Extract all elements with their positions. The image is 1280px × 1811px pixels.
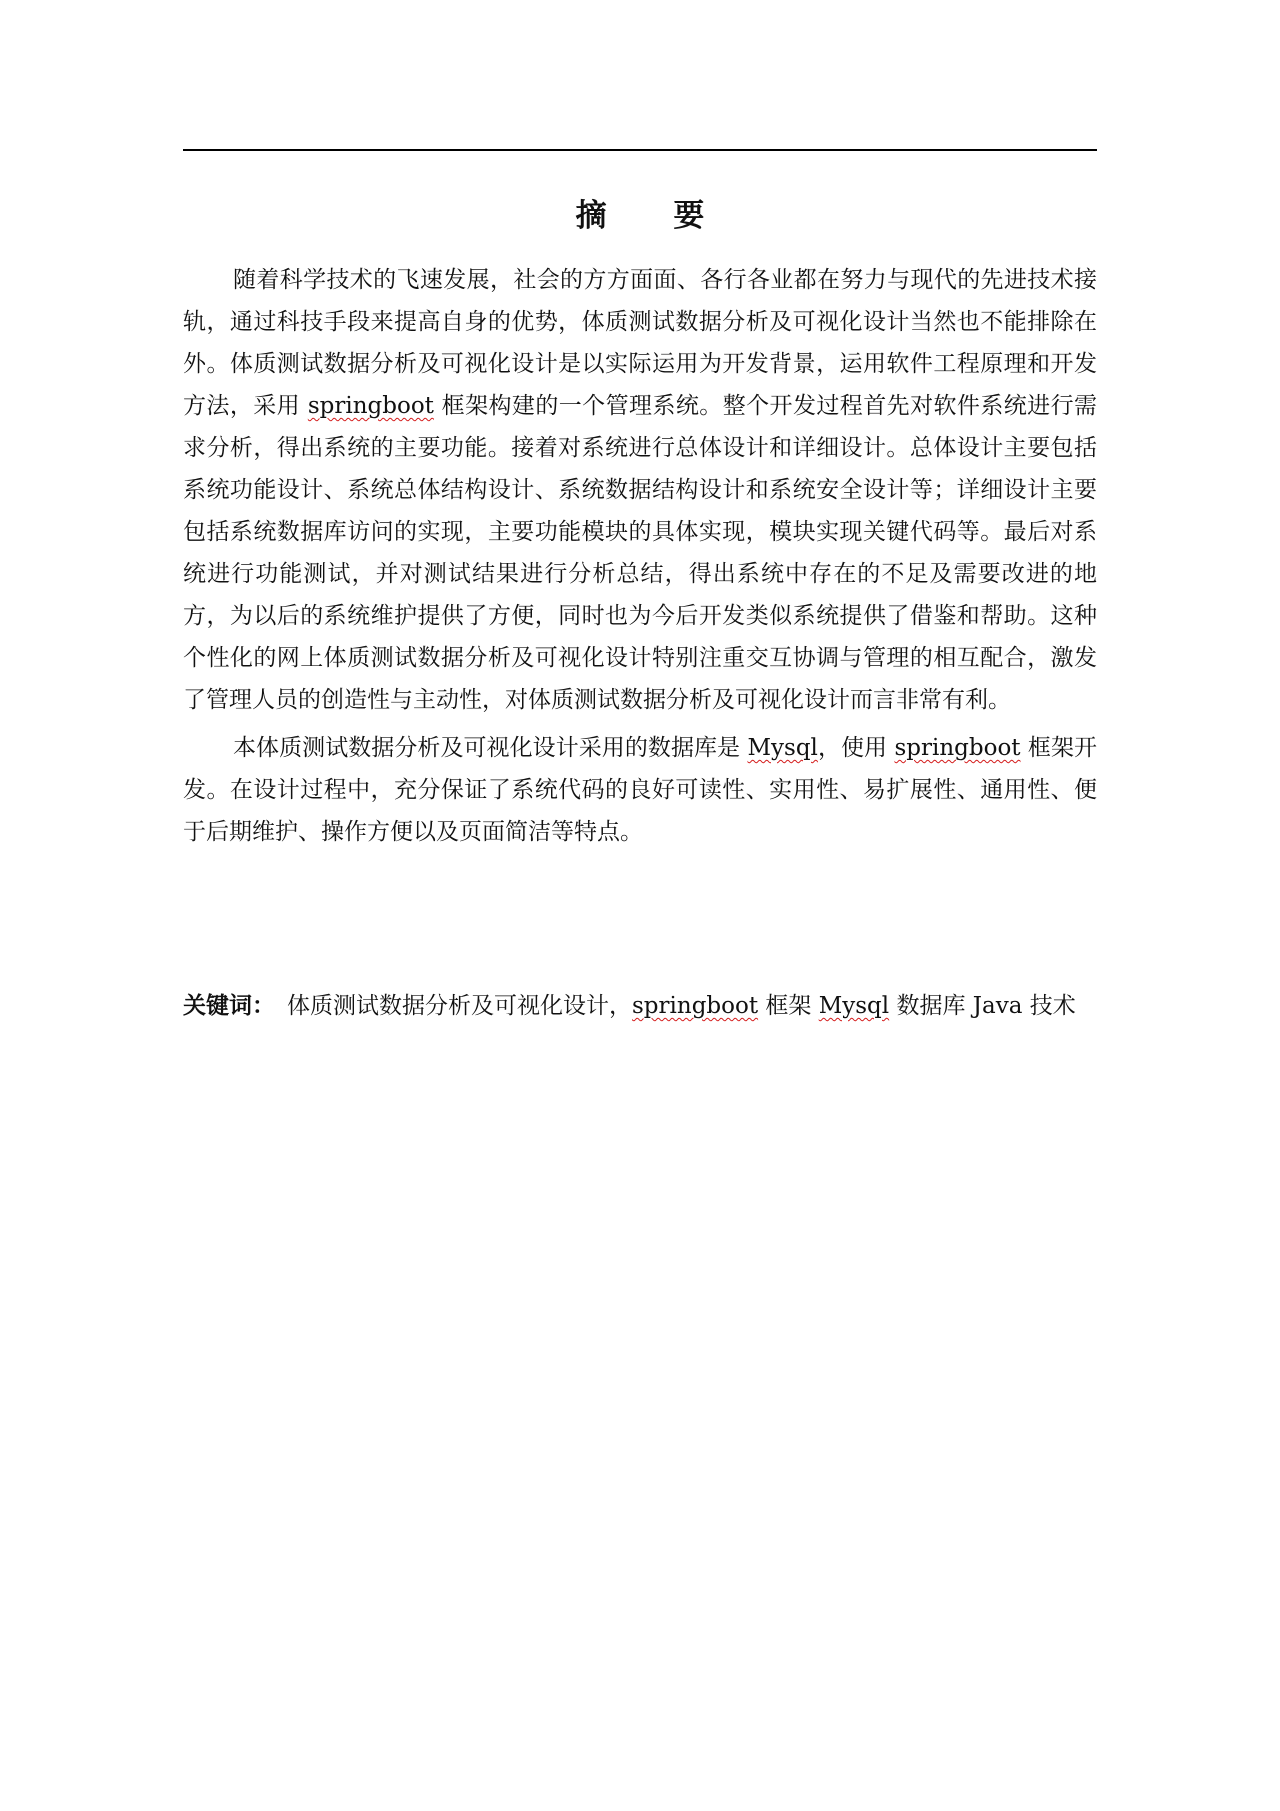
paragraph-text: ，使用	[817, 735, 895, 761]
paragraph-text: 本体质测试数据分析及可视化设计采用的数据库是	[233, 735, 748, 761]
spellcheck-flagged-word: springboot	[632, 993, 759, 1019]
abstract-paragraph	[183, 259, 1097, 721]
paragraph-text: 随着科学技术的飞速发展，社会的方方面面、各行各业都在努力与现代的先进技术接轨，通过科技手段来提高自身的优势，体质测试数据分析及可视化设计当然也不能排除在外。体质测试数据分析及可视化设计是以实际运用为开发背景，运用软件工程原理和开发方法，采用	[183, 267, 1097, 419]
spellcheck-flagged-word: springboot	[307, 393, 434, 419]
header-rule	[183, 149, 1097, 151]
keywords-text: 数据库 Java 技术	[889, 993, 1076, 1019]
abstract-paragraph	[183, 727, 1097, 853]
abstract-title: 摘 要	[575, 198, 733, 234]
paragraph-text: 框架构建的一个管理系统。整个开发过程首先对软件系统进行需求分析，得出系统的主要功能。接着对系统进行总体设计和详细设计。总体设计主要包括系统功能设计、系统总体结构设计、系统数据结构设计和系统安全设计等；详细设计主要包括系统数据库访问的实现，主要功能模块的具体实现，模块实现关键代码等。最后对系统进行功能测试，并对测试结果进行分析总结，得出系统中存在的不足及需要改进的地方，为以后的系统维护提供了方便，同时也为今后开发类似系统提供了借鉴和帮助。这种个性化的网上体质测试数据分析及可视化设计特别注重交互协调与管理的相互配合，激发了管理人员的创造性与主动性，对体质测试数据分析及可视化设计而言非常有利。	[183, 393, 1098, 713]
keywords-list	[287, 985, 1097, 1027]
paragraph-text: 框架开发。在设计过程中，充分保证了系统代码的良好可读性、实用性、易扩展性、通用性、便于后期维护、操作方便以及页面简洁等特点。	[183, 735, 1098, 845]
keywords-text: 框架	[758, 993, 819, 1019]
spellcheck-flagged-word: Mysql	[747, 735, 818, 761]
spellcheck-flagged-word: Mysql	[818, 993, 890, 1019]
keywords-label: 关键词：	[183, 993, 275, 1019]
keywords-text: 体质测试数据分析及可视化设计，	[287, 993, 632, 1019]
spellcheck-flagged-word: springboot	[894, 735, 1021, 761]
abstract-body	[183, 259, 1097, 859]
keywords-block	[183, 985, 1097, 1027]
